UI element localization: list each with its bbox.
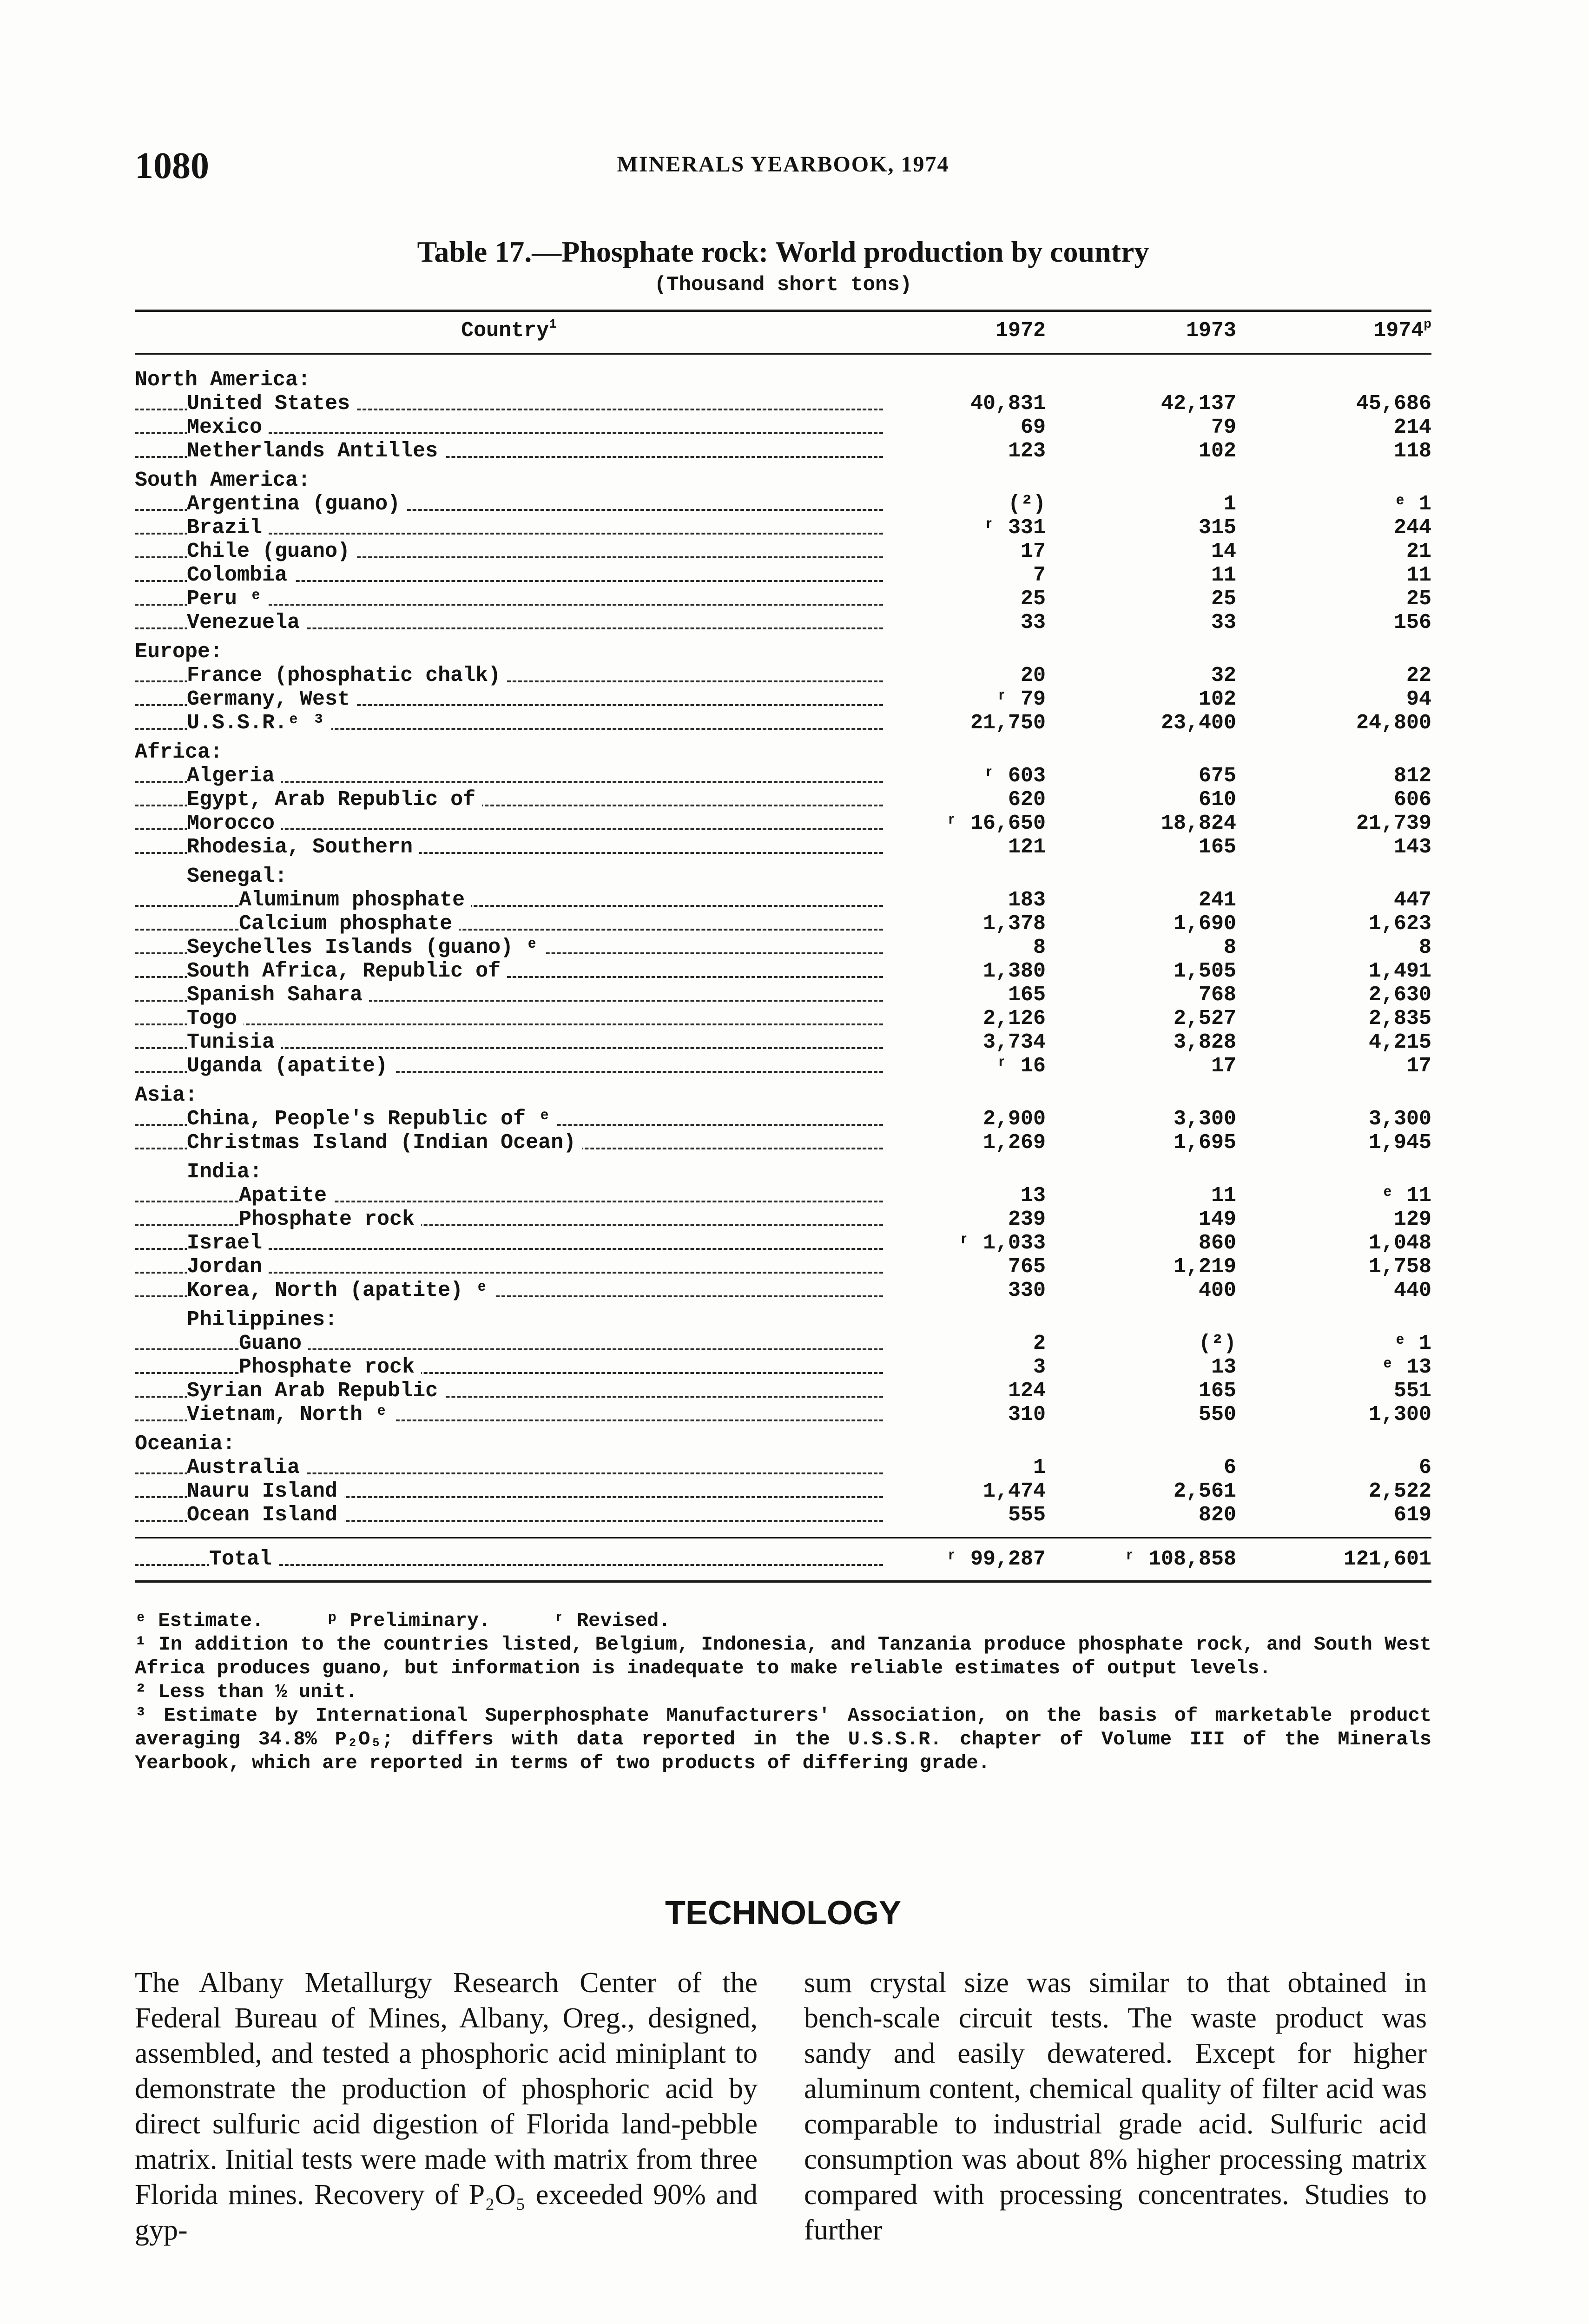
value-1972: 3,734 xyxy=(982,1030,1046,1054)
value-1974: 21 xyxy=(1406,540,1431,563)
value-1972: (²) xyxy=(1008,492,1046,516)
country-label: Mexico xyxy=(187,416,269,439)
country-label: France (phosphatic chalk) xyxy=(187,664,507,687)
value-1973: 610 xyxy=(1198,788,1236,812)
country-label: Europe: xyxy=(135,640,229,664)
country-column-header: Country$^1$ xyxy=(461,317,557,343)
value-1973: 8 xyxy=(1223,936,1236,959)
table-row xyxy=(135,764,1431,788)
year-1972-header: 1972 xyxy=(995,319,1046,343)
value-1974: 812 xyxy=(1393,764,1431,788)
subregion-heading xyxy=(135,865,1431,888)
country-label: Peru ᵉ xyxy=(187,587,269,611)
value-1974: 1,300 xyxy=(1368,1403,1431,1426)
value-1972: ʳ 79 xyxy=(995,687,1046,711)
country-label: Argentina (guano) xyxy=(187,492,407,516)
country-name xyxy=(135,492,883,516)
country-label: Chile (guano) xyxy=(187,540,356,563)
country-label: Germany, West xyxy=(187,687,356,711)
footnote-1: ¹ In addition to the countries listed, Belgium, Indonesia, and Tanzania produce phosphate rock, and South West Africa produces guano, but information is inadequate to make reliable estimates of output levels. xyxy=(135,1633,1431,1679)
country-name xyxy=(135,1231,883,1255)
value-1972: ʳ 603 xyxy=(982,764,1046,788)
country-label: Togo xyxy=(187,1007,244,1030)
country-name xyxy=(135,1279,883,1302)
total-1974: 121,601 xyxy=(1343,1547,1431,1571)
table-row xyxy=(135,416,1431,439)
region-heading xyxy=(135,740,1431,764)
value-1973: 25 xyxy=(1211,587,1236,611)
value-1974: ᵉ 13 xyxy=(1381,1355,1431,1379)
table-row xyxy=(135,812,1431,835)
table-top-rule xyxy=(135,310,1431,312)
table-row xyxy=(135,711,1431,735)
table-row xyxy=(135,1131,1431,1155)
region-heading xyxy=(135,1432,1431,1456)
table-subtitle: (Thousand short tons) xyxy=(654,273,912,297)
table-row xyxy=(135,1054,1431,1078)
value-1974: 2,835 xyxy=(1368,1007,1431,1030)
country-label: Nauru Island xyxy=(187,1479,344,1503)
country-label: Apatite xyxy=(239,1184,333,1208)
value-1972: 69 xyxy=(1020,416,1046,439)
country-name xyxy=(135,1503,883,1527)
value-1974: 21,739 xyxy=(1356,812,1431,835)
value-1974: 11 xyxy=(1406,563,1431,587)
country-label: Venezuela xyxy=(187,611,306,634)
year-1973-header: 1973 xyxy=(1186,319,1236,343)
legend-estimate: ᵉ Estimate. xyxy=(135,1610,264,1632)
country-name xyxy=(135,516,883,540)
value-1972: ʳ 331 xyxy=(982,516,1046,540)
technology-column-right: sum crystal size was similar to that obtained in bench-scale circuit tests. The waste product was sandy and easily dewatered. Except for higher aluminum content, chemical quality of filter acid was comparable to industrial grade acid. Sulfuric acid consumption was about 8% higher processing matrix compared with processing concentrates. Studies to further xyxy=(804,1967,1427,2246)
technology-column-left: The Albany Metallurgy Research Center of the Federal Bureau of Mines, Albany, Oreg., designed, assembled, and tested a phosphoric acid miniplant to demonstrate the production of phosphoric acid by direct sulfuric acid digestion of Florida land-pebble matrix. Initial tests were made with matrix from three Florida mines. Recovery of P₂O₅ exceeded 90% and gyp- xyxy=(135,1967,758,2246)
value-1972: 7 xyxy=(1033,563,1046,587)
country-label: Aluminum phosphate xyxy=(239,888,471,912)
subregion-heading xyxy=(135,1308,1431,1332)
value-1973: 6 xyxy=(1223,1456,1236,1479)
value-1973: 11 xyxy=(1211,563,1236,587)
value-1973: 315 xyxy=(1198,516,1236,540)
country-name xyxy=(135,1007,883,1030)
footnote-2: ² Less than ½ unit. xyxy=(135,1681,357,1703)
value-1974: 8 xyxy=(1418,936,1431,959)
table-row xyxy=(135,439,1431,463)
country-name xyxy=(135,1054,883,1078)
country-name xyxy=(135,1131,883,1155)
value-1974: 214 xyxy=(1393,416,1431,439)
value-1972: 1,269 xyxy=(982,1131,1046,1155)
table-row xyxy=(135,664,1431,687)
value-1973: 241 xyxy=(1198,888,1236,912)
value-1972: 620 xyxy=(1008,788,1046,812)
page-header xyxy=(135,145,1431,186)
table-row xyxy=(135,687,1431,711)
value-1973: 860 xyxy=(1198,1231,1236,1255)
country-name xyxy=(135,469,317,492)
value-1974: 2,522 xyxy=(1368,1479,1431,1503)
country-name xyxy=(135,835,883,859)
value-1973: 1,695 xyxy=(1173,1131,1236,1155)
value-1972: 330 xyxy=(1008,1279,1046,1302)
country-label: Africa: xyxy=(135,740,229,764)
country-name xyxy=(135,936,883,959)
table-row xyxy=(135,563,1431,587)
table-row xyxy=(135,540,1431,563)
value-1972: 2,900 xyxy=(982,1107,1046,1131)
footnote-legend xyxy=(135,1609,1431,1633)
country-name xyxy=(135,416,883,439)
country-label: Ocean Island xyxy=(187,1503,344,1527)
country-label: India: xyxy=(187,1160,269,1184)
country-name xyxy=(135,912,883,936)
country-name xyxy=(135,1107,883,1131)
value-1974: 1,945 xyxy=(1368,1131,1431,1155)
table-row xyxy=(135,912,1431,936)
table-row xyxy=(135,392,1431,416)
value-1973: 550 xyxy=(1198,1403,1236,1426)
value-1972: 13 xyxy=(1020,1184,1046,1208)
country-name xyxy=(135,587,883,611)
country-label: Seychelles Islands (guano) ᵉ xyxy=(187,936,545,959)
value-1973: 1,219 xyxy=(1173,1255,1236,1279)
value-1972: 25 xyxy=(1020,587,1046,611)
country-name xyxy=(135,1432,242,1456)
country-name xyxy=(135,563,883,587)
value-1973: 17 xyxy=(1211,1054,1236,1078)
table-row xyxy=(135,611,1431,634)
country-label: Philippines: xyxy=(187,1308,344,1332)
country-name xyxy=(135,540,883,563)
country-name xyxy=(135,687,883,711)
value-1974: ᵉ 1 xyxy=(1393,492,1431,516)
value-1973: 3,300 xyxy=(1173,1107,1236,1131)
value-1972: 8 xyxy=(1033,936,1046,959)
country-label: Uganda (apatite) xyxy=(187,1054,394,1078)
table-row xyxy=(135,1332,1431,1355)
value-1974: 1,491 xyxy=(1368,959,1431,983)
country-name xyxy=(135,1379,883,1403)
table-footnotes xyxy=(135,1609,1431,1775)
country-label: Jordan xyxy=(187,1255,269,1279)
value-1973: 33 xyxy=(1211,611,1236,634)
value-1974: 129 xyxy=(1393,1208,1431,1231)
country-name xyxy=(135,1308,344,1332)
page-number: 1080 xyxy=(135,145,209,186)
value-1973: 165 xyxy=(1198,835,1236,859)
country-label: Israel xyxy=(187,1231,269,1255)
country-name xyxy=(135,1083,204,1107)
region-heading xyxy=(135,640,1431,664)
table-header-row xyxy=(135,319,1431,343)
value-1974: 4,215 xyxy=(1368,1030,1431,1054)
value-1974: 244 xyxy=(1393,516,1431,540)
country-label: Australia xyxy=(187,1456,306,1479)
value-1973: 3,828 xyxy=(1173,1030,1236,1054)
table-row xyxy=(135,1403,1431,1426)
technology-heading: TECHNOLOGY xyxy=(665,1895,901,1932)
country-label: Korea, North (apatite) ᵉ xyxy=(187,1279,495,1302)
table-row xyxy=(135,1184,1431,1208)
country-name xyxy=(135,664,883,687)
country-name xyxy=(135,1332,883,1355)
value-1974: 118 xyxy=(1393,439,1431,463)
value-1972: 123 xyxy=(1008,439,1046,463)
table-title: Table 17.—Phosphate rock: World production by country xyxy=(417,235,1149,268)
value-1974: ᵉ 1 xyxy=(1393,1332,1431,1355)
table-row xyxy=(135,983,1431,1007)
value-1974: 3,300 xyxy=(1368,1107,1431,1131)
table-row xyxy=(135,788,1431,812)
value-1974: 156 xyxy=(1393,611,1431,634)
value-1973: 23,400 xyxy=(1160,711,1236,735)
table-row xyxy=(135,492,1431,516)
region-heading xyxy=(135,368,1431,392)
country-name xyxy=(135,764,883,788)
country-name xyxy=(135,1479,883,1503)
country-name xyxy=(135,1355,883,1379)
country-name xyxy=(135,392,883,416)
country-label: Oceania: xyxy=(135,1432,242,1456)
table-row xyxy=(135,1255,1431,1279)
value-1974: 17 xyxy=(1406,1054,1431,1078)
country-name xyxy=(135,640,229,664)
country-label: Egypt, Arab Republic of xyxy=(187,788,482,812)
table-row xyxy=(135,1456,1431,1479)
value-1974: 6 xyxy=(1418,1456,1431,1479)
country-name xyxy=(135,865,294,888)
value-1973: 11 xyxy=(1211,1184,1236,1208)
value-1972: ʳ 16 xyxy=(995,1054,1046,1078)
value-1973: 102 xyxy=(1198,439,1236,463)
running-title: MINERALS YEARBOOK, 1974 xyxy=(617,152,949,177)
value-1972: 17 xyxy=(1020,540,1046,563)
year-1974-header: 1974$^p$ xyxy=(1373,317,1431,343)
value-1972: 555 xyxy=(1008,1503,1046,1527)
country-label: Syrian Arab Republic xyxy=(187,1379,444,1403)
country-name xyxy=(135,983,883,1007)
value-1974: 1,048 xyxy=(1368,1231,1431,1255)
country-name xyxy=(135,740,229,764)
value-1973: 32 xyxy=(1211,664,1236,687)
country-label: North America: xyxy=(135,368,317,392)
value-1973: 1 xyxy=(1223,492,1236,516)
value-1973: 18,824 xyxy=(1160,812,1236,835)
value-1973: 1,690 xyxy=(1173,912,1236,936)
value-1974: 447 xyxy=(1393,888,1431,912)
value-1974: 94 xyxy=(1406,687,1431,711)
country-label: Algeria xyxy=(187,764,281,788)
table-row xyxy=(135,516,1431,540)
country-label: Brazil xyxy=(187,516,269,540)
value-1974: 1,623 xyxy=(1368,912,1431,936)
value-1973: 14 xyxy=(1211,540,1236,563)
value-1974: 619 xyxy=(1393,1503,1431,1527)
value-1973: 400 xyxy=(1198,1279,1236,1302)
value-1974: 22 xyxy=(1406,664,1431,687)
country-label: Calcium phosphate xyxy=(239,912,459,936)
value-1972: 239 xyxy=(1008,1208,1046,1231)
value-1974: 606 xyxy=(1393,788,1431,812)
value-1973: 165 xyxy=(1198,1379,1236,1403)
country-label: Guano xyxy=(239,1332,308,1355)
country-label: Spanish Sahara xyxy=(187,983,369,1007)
value-1972: 20 xyxy=(1020,664,1046,687)
total-text: Total xyxy=(209,1547,278,1571)
country-label: Christmas Island (Indian Ocean) xyxy=(187,1131,582,1155)
value-1972: 1,474 xyxy=(982,1479,1046,1503)
country-label: Colombia xyxy=(187,563,294,587)
value-1972: 3 xyxy=(1033,1355,1046,1379)
table-row xyxy=(135,1503,1431,1527)
value-1972: 21,750 xyxy=(970,711,1046,735)
value-1974: ᵉ 11 xyxy=(1381,1184,1431,1208)
total-row xyxy=(135,1547,1431,1571)
country-label: Tunisia xyxy=(187,1030,281,1054)
country-name xyxy=(135,1403,883,1426)
country-name xyxy=(135,888,883,912)
value-1974: 24,800 xyxy=(1356,711,1431,735)
value-1974: 551 xyxy=(1393,1379,1431,1403)
table-row xyxy=(135,1231,1431,1255)
value-1972: ʳ 16,650 xyxy=(945,812,1046,835)
country-label: U.S.S.R.ᵉ ³ xyxy=(187,711,331,735)
table-header-rule xyxy=(135,353,1431,355)
country-name xyxy=(135,711,883,735)
country-label: South Africa, Republic of xyxy=(187,959,507,983)
country-name xyxy=(135,788,883,812)
table-row xyxy=(135,1279,1431,1302)
value-1974: 440 xyxy=(1393,1279,1431,1302)
table-row xyxy=(135,1479,1431,1503)
value-1973: 675 xyxy=(1198,764,1236,788)
value-1974: 2,630 xyxy=(1368,983,1431,1007)
value-1973: 820 xyxy=(1198,1503,1236,1527)
value-1973: 79 xyxy=(1211,416,1236,439)
value-1974: 1,758 xyxy=(1368,1255,1431,1279)
total-rule xyxy=(135,1537,1431,1538)
value-1972: 1,378 xyxy=(982,912,1046,936)
table-row xyxy=(135,1007,1431,1030)
country-label: Vietnam, North ᵉ xyxy=(187,1403,394,1426)
value-1972: 124 xyxy=(1008,1379,1046,1403)
country-label: Morocco xyxy=(187,812,281,835)
value-1972: 1,380 xyxy=(982,959,1046,983)
total-label xyxy=(135,1547,883,1571)
value-1973: 2,527 xyxy=(1173,1007,1236,1030)
country-label: Netherlands Antilles xyxy=(187,439,444,463)
value-1972: 765 xyxy=(1008,1255,1046,1279)
country-name xyxy=(135,1030,883,1054)
total-1973: ʳ 108,858 xyxy=(1123,1547,1236,1571)
value-1972: 121 xyxy=(1008,835,1046,859)
footnote-3: ³ Estimate by International Superphosphate Manufacturers' Association, on the basis of marketable product averaging 34.8% P₂O₅; differs with data reported in the U.S.S.R. chapter of Volume III of the Minerals Yearbook, which are reported in terms of two products of differing grade. xyxy=(135,1704,1431,1774)
table-row xyxy=(135,959,1431,983)
country-label: Rhodesia, Southern xyxy=(187,835,419,859)
country-name xyxy=(135,1184,883,1208)
country-name xyxy=(135,1160,269,1184)
value-1972: 1 xyxy=(1033,1456,1046,1479)
country-label: South America: xyxy=(135,469,317,492)
value-1973: 149 xyxy=(1198,1208,1236,1231)
value-1972: ʳ 1,033 xyxy=(957,1231,1046,1255)
value-1973: 42,137 xyxy=(1160,392,1236,416)
country-name xyxy=(135,368,317,392)
table-row xyxy=(135,936,1431,959)
total-1972: ʳ 99,287 xyxy=(945,1547,1046,1571)
value-1972: 33 xyxy=(1020,611,1046,634)
value-1973: (²) xyxy=(1198,1332,1236,1355)
legend-preliminary: ᵖ Preliminary. xyxy=(326,1610,491,1632)
value-1974: 143 xyxy=(1393,835,1431,859)
table-bottom-rule xyxy=(135,1580,1431,1583)
table-row xyxy=(135,888,1431,912)
value-1972: 40,831 xyxy=(970,392,1046,416)
table-row xyxy=(135,587,1431,611)
value-1973: 13 xyxy=(1211,1355,1236,1379)
country-label: Asia: xyxy=(135,1083,204,1107)
value-1974: 45,686 xyxy=(1356,392,1431,416)
country-label: Phosphate rock xyxy=(239,1208,421,1231)
value-1974: 25 xyxy=(1406,587,1431,611)
region-heading xyxy=(135,469,1431,492)
table-row xyxy=(135,1208,1431,1231)
country-name xyxy=(135,812,883,835)
country-name xyxy=(135,959,883,983)
subregion-heading xyxy=(135,1160,1431,1184)
country-name xyxy=(135,1456,883,1479)
value-1972: 183 xyxy=(1008,888,1046,912)
value-1972: 310 xyxy=(1008,1403,1046,1426)
table-row xyxy=(135,1030,1431,1054)
country-label: United States xyxy=(187,392,356,416)
value-1972: 2 xyxy=(1033,1332,1046,1355)
value-1972: 165 xyxy=(1008,983,1046,1007)
value-1973: 102 xyxy=(1198,687,1236,711)
table-row xyxy=(135,1107,1431,1131)
country-label: China, People's Republic of ᵉ xyxy=(187,1107,557,1131)
region-heading xyxy=(135,1083,1431,1107)
country-name xyxy=(135,1255,883,1279)
table-row xyxy=(135,1355,1431,1379)
country-name xyxy=(135,1208,883,1231)
country-label: Senegal: xyxy=(187,865,294,888)
table-row xyxy=(135,1379,1431,1403)
legend-revised: ʳ Revised. xyxy=(553,1610,671,1632)
value-1973: 768 xyxy=(1198,983,1236,1007)
country-label: Phosphate rock xyxy=(239,1355,421,1379)
country-name xyxy=(135,611,883,634)
value-1973: 1,505 xyxy=(1173,959,1236,983)
table-row xyxy=(135,835,1431,859)
value-1972: 2,126 xyxy=(982,1007,1046,1030)
country-name xyxy=(135,439,883,463)
value-1973: 2,561 xyxy=(1173,1479,1236,1503)
